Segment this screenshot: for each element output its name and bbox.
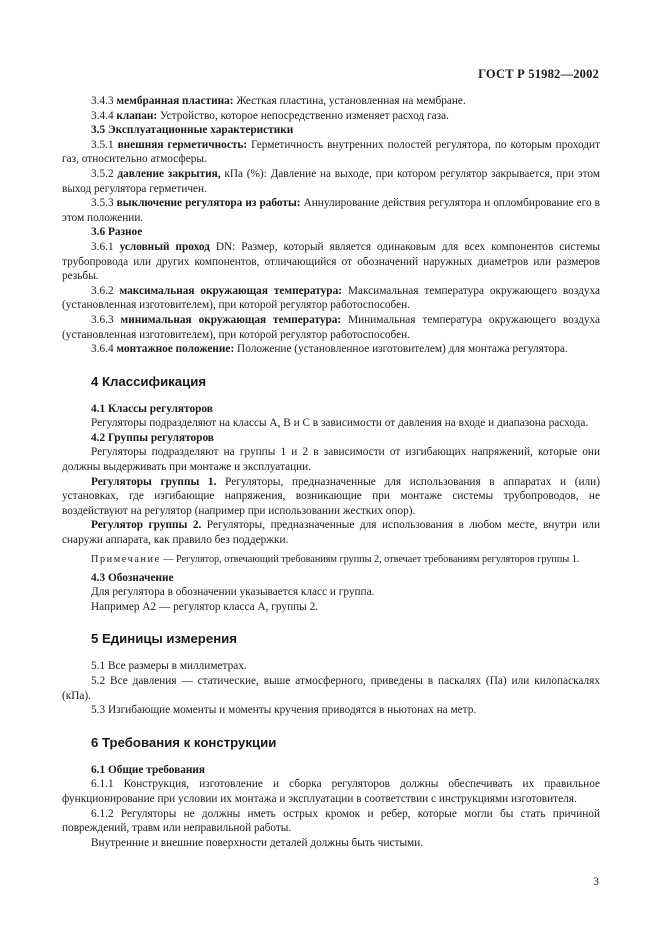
subsection-title-6-1: 6.1 Общие требования (91, 763, 205, 776)
subsection-title-4-1: 4.1 Классы регуляторов (91, 402, 213, 415)
clause-3-5-1: 3.5.1 внешняя герметичность: Герметичность внутренних полостей регулятора, по которым проходит газ, относительно атмосферы. (62, 138, 601, 166)
subsection-title-3-5: 3.5 Эксплуатационные характеристики (91, 124, 294, 137)
clause-3-5-2: 3.5.2 давление закрытия, кПа (%): Давление на выходе, при котором регулятор закрывается, при этом выход регулятора герметичен. (62, 167, 600, 195)
clause-5-3: 5.3 Изгибающие моменты и моменты кручения приводятся в ньютонах на метр. (91, 704, 477, 717)
clause-3-5-3: 3.5.3 выключение регулятора из работы: Аннулирование действия регулятора и опломбирование его в этом положении. (62, 197, 601, 224)
section-title-4: 4 Классификация (91, 373, 207, 389)
section-title-5: 5 Единицы измерения (91, 631, 237, 647)
subsection-title-4-2: 4.2 Группы регуляторов (91, 431, 214, 444)
clause-6-1-2: 6.1.2 Регуляторы не должны иметь острых кромок и ребер, которые могли бы стать причиной повреждений, травм или неправильной работы. (62, 807, 600, 835)
clause-4-3-line-1: Для регулятора в обозначении указывается класс и группа. (91, 586, 375, 599)
clause-3-4-4: 3.4.4 клапан: Устройство, которое непосредственно изменяет расход газа. (91, 109, 449, 122)
clause-4-1-text: Регуляторы подразделяют на классы А, В и С в зависимости от давления на входе и диапазона расхода. (91, 417, 589, 430)
clause-3-6-3: 3.6.3 минимальная окружающая температура: Минимальная температура окружающего воздуха (установленная изготовителем), при которой регулятор работоспособен. (62, 313, 600, 341)
section-title-6: 6 Требования к конструкции (91, 734, 277, 750)
clause-3-6-2: 3.6.2 максимальная окружающая температура: Максимальная температура окружающего воздуха (установленная изготовителем), при которой регулятор работоспособен. (62, 284, 600, 312)
clause-3-6-4: 3.6.4 монтажное положение: Положение (установленное изготовителем) для монтажа регулятора. (91, 343, 568, 356)
page-number: 3 (593, 876, 599, 888)
group-2-definition: Регулятор группы 2. Регуляторы, предназначенные для использования в любом месте, внутри или снаружи аппарата, как правило без поддержки. (62, 519, 600, 547)
clause-5-1: 5.1 Все размеры в миллиметрах. (91, 660, 247, 673)
subsection-title-4-3: 4.3 Обозначение (91, 571, 174, 584)
clause-3-4-3: 3.4.3 мембранная пластина: Жесткая пластина, установленная на мембране. (91, 95, 466, 107)
clause-6-1-2-continued: Внутренние и внешние поверхности деталей должны быть чистыми. (91, 836, 424, 849)
clause-4-3-line-2: Например А2 — регулятор класса А, группы 2. (91, 600, 319, 613)
group-1-definition: Регуляторы группы 1. Регуляторы, предназначенные для использования в аппаратах и (или) установках, где изгибающие напряжения, возникающие при монтаже системы трубопроводов, не воздействуют на регулятор (например при использовании жестких опор). (62, 475, 600, 517)
document-code-header: ГОСТ Р 51982—2002 (478, 67, 599, 81)
subsection-title-3-6: 3.6 Разное (91, 226, 143, 239)
clause-4-2-text: Регуляторы подразделяют на группы 1 и 2 в зависимости от изгибающих напряжений, которые они должны выдерживать при монтаже и эксплуатации. (62, 446, 600, 474)
note: Примечание — Регулятор, отвечающий требованиям группы 2, отвечает требованиям регуляторов группы 1. (91, 553, 580, 565)
document-body (62, 94, 600, 850)
clause-5-2: 5.2 Все давления — статические, выше атмосферного, приведены в паскалях (Па) или килопаскалях (кПа). (62, 675, 600, 702)
clause-6-1-1: 6.1.1 Конструкция, изготовление и сборка регуляторов должны обеспечивать их правильное функционирование при условии их монтажа и эксплуатации в соответствии с инструкциями изготовителя. (62, 778, 600, 805)
clause-3-6-1: 3.6.1 условный проход DN: Размер, который является одинаковым для всех компонентов системы трубопровода или других компонентов, отличающийся от обозначений наружных диаметров или размеров резьбы. (62, 240, 601, 283)
